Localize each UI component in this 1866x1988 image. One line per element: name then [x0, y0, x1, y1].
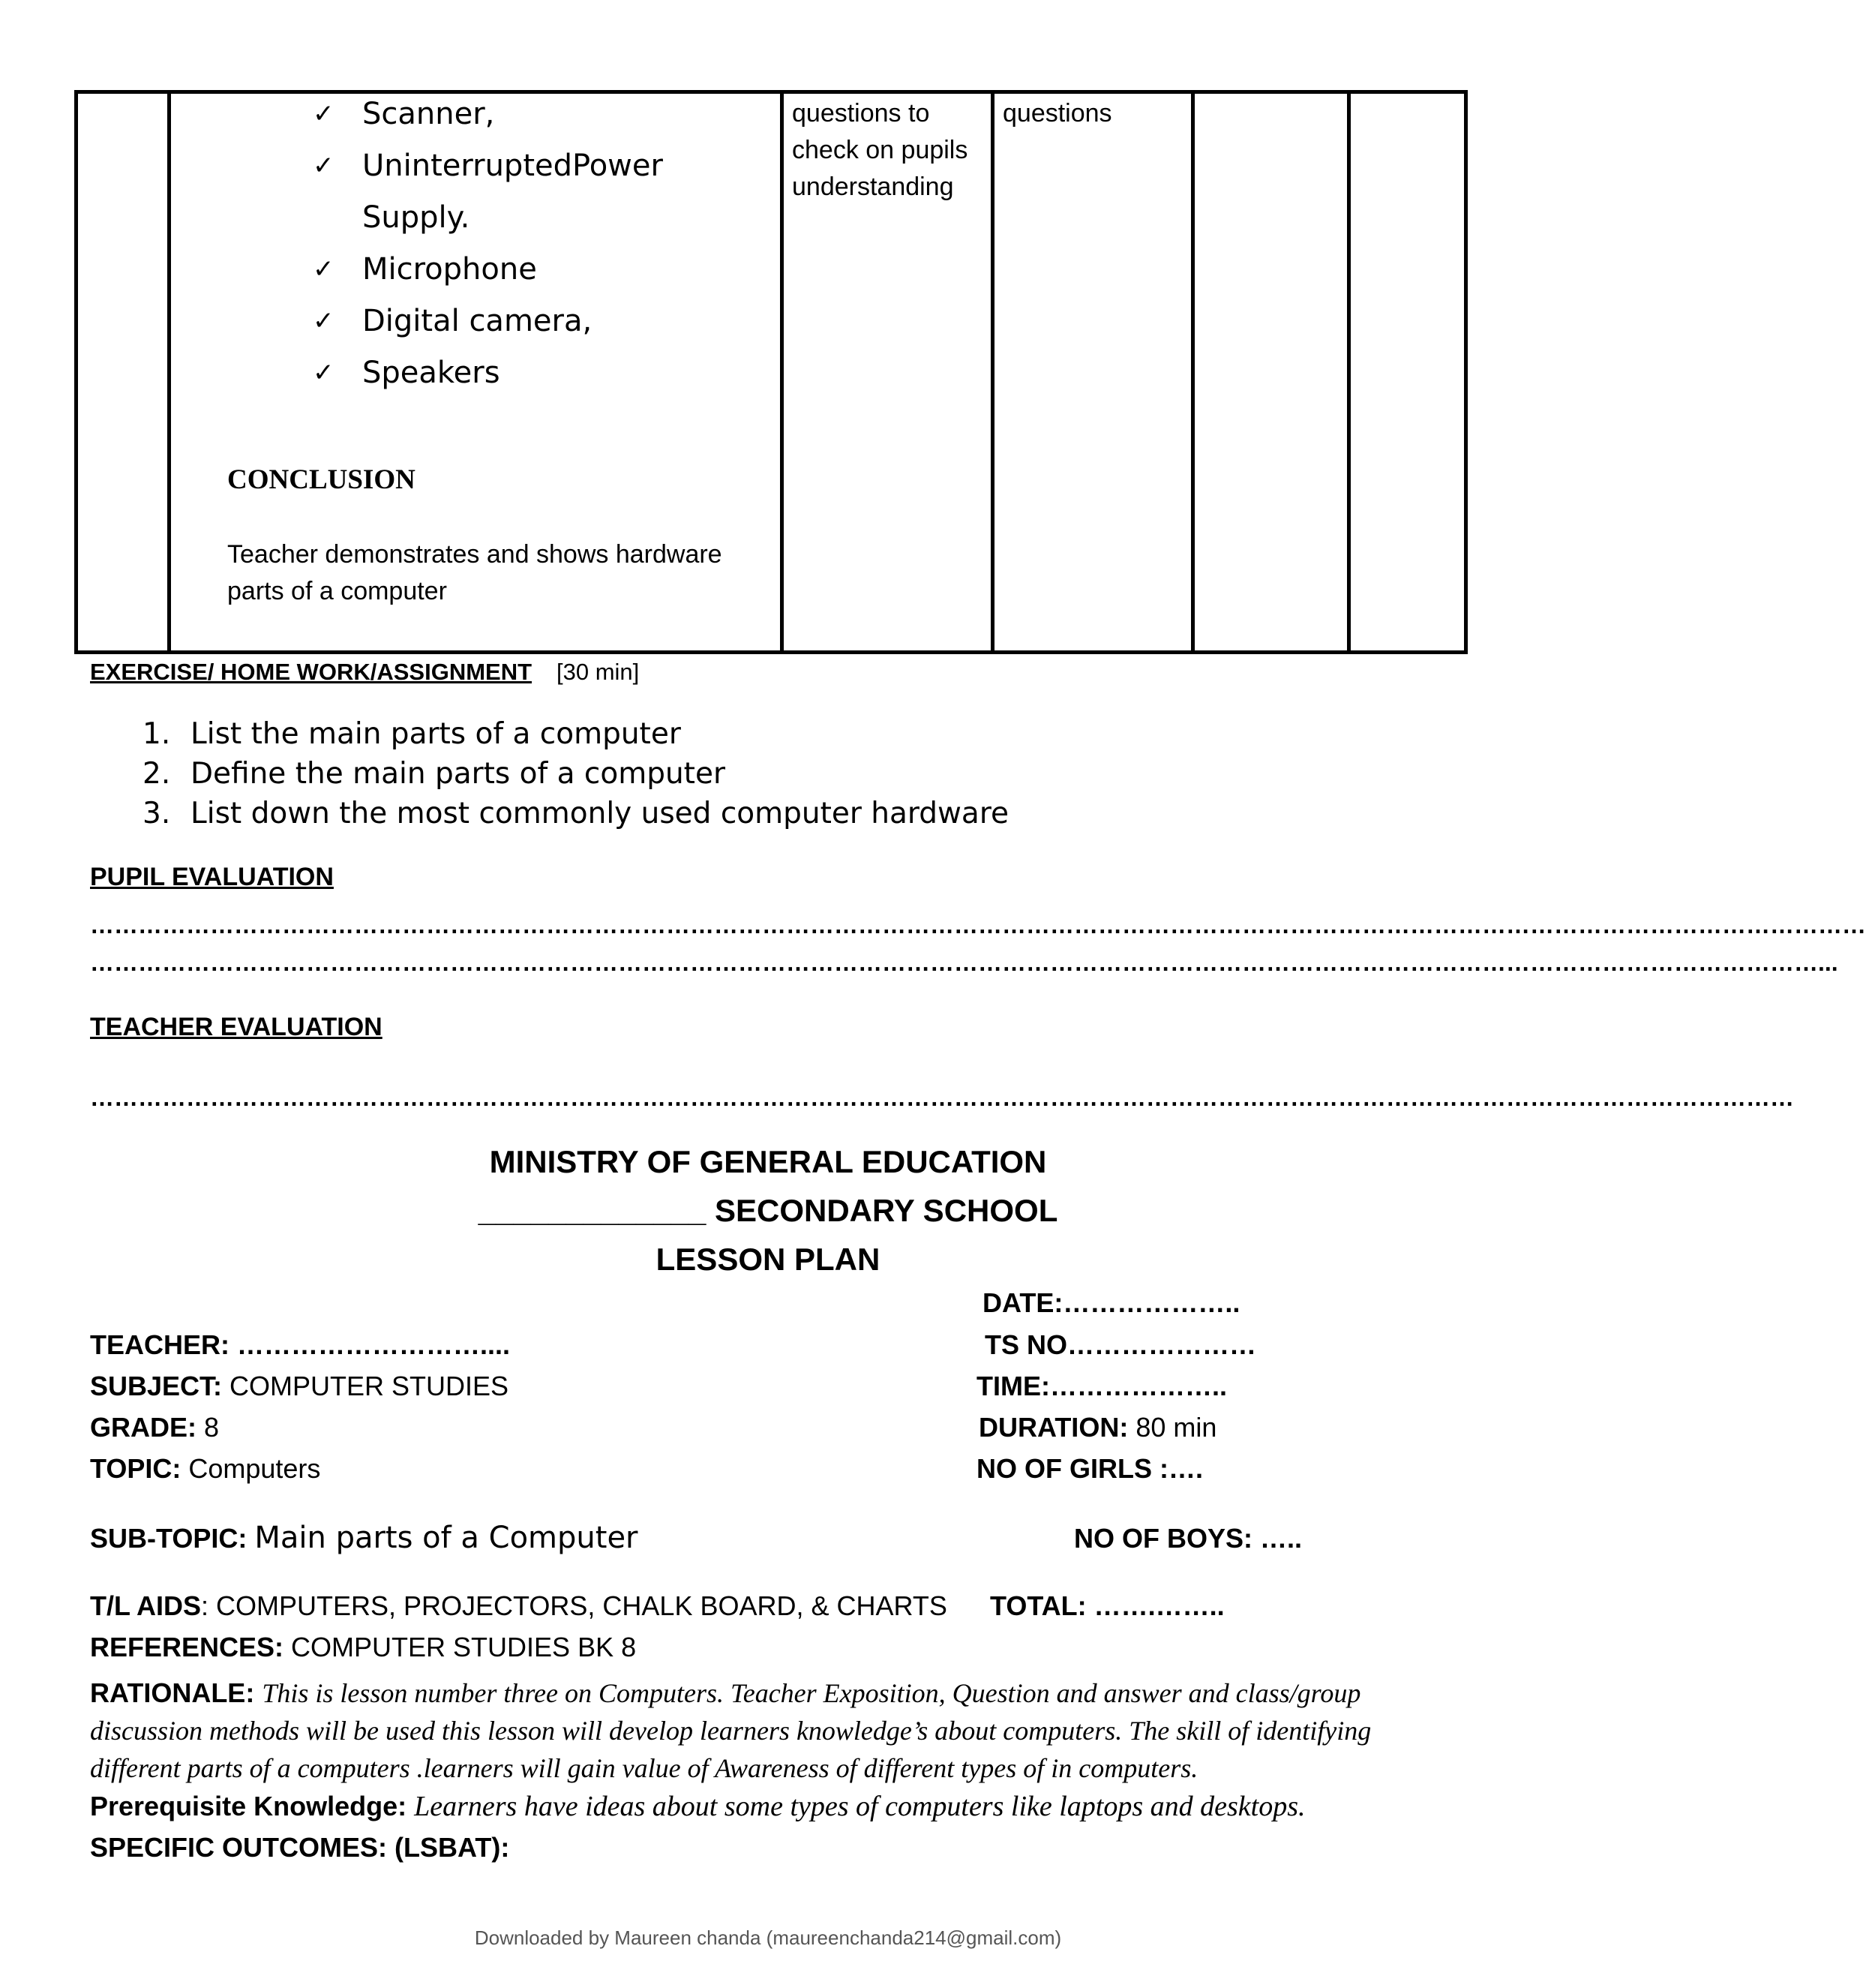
- duration-field: DURATION: 80 min: [979, 1412, 1217, 1443]
- specific-outcomes-field: SPECIFIC OUTCOMES: (LSBAT):: [90, 1832, 510, 1863]
- pupil-evaluation-line: ………………………………………………………………………………………………………………………………………………………………………………………………...: [90, 949, 1838, 976]
- table-column-divider: [1191, 94, 1195, 650]
- pupil-evaluation-line: ……………………………………………………………………………………………………………………………………………………………………………………………………: [90, 911, 1866, 938]
- table-column-divider: [991, 94, 994, 650]
- exercise-time: [30 min]: [556, 659, 640, 685]
- subtopic-field: SUB-TOPIC: Main parts of a Computer: [90, 1521, 638, 1555]
- teacher-evaluation-title: TEACHER EVALUATION: [90, 1013, 382, 1041]
- teacher-field: TEACHER: ………………………....: [90, 1329, 511, 1360]
- exercise-title: EXERCISE/ HOME WORK/ASSIGNMENT: [90, 659, 532, 685]
- hardware-checklist: [313, 89, 770, 399]
- pupil-activity-cell: questions: [1003, 99, 1112, 128]
- list-item-continued: Supply.: [362, 200, 470, 235]
- list-item: ✓ Scanner,: [313, 89, 770, 140]
- list-item: ✓ Speakers: [313, 347, 770, 399]
- list-item: 1. List the main parts of a computer: [142, 717, 681, 751]
- grade-field: GRADE: 8: [90, 1412, 220, 1443]
- time-field: TIME:………………..: [976, 1371, 1227, 1401]
- references-field: REFERENCES: COMPUTER STUDIES BK 8: [90, 1632, 637, 1662]
- topic-field: TOPIC: Computers: [90, 1453, 321, 1484]
- teacher-evaluation-line: ……………………………………………………………………………………………………………………………………………………………………………………………: [90, 1084, 1794, 1111]
- teacher-activity-cell: questions to check on pupils understanding: [792, 99, 968, 201]
- lesson-plan-title: LESSON PLAN: [656, 1242, 880, 1277]
- exercise-list: [142, 714, 1009, 833]
- tl-aids-field: T/L AIDS: COMPUTERS, PROJECTORS, CHALK BOARD, & CHARTS: [90, 1590, 947, 1621]
- ts-no-field: TS NO…………………: [985, 1329, 1257, 1360]
- list-item: 2. Define the main parts of a computer: [142, 757, 726, 791]
- check-icon: ✓: [313, 99, 334, 129]
- date-field: DATE:………………..: [982, 1287, 1240, 1318]
- pupil-evaluation-title: PUPIL EVALUATION: [90, 863, 334, 891]
- conclusion-text: Teacher demonstrates and shows hardware parts of a computer: [227, 540, 722, 605]
- table-column-divider: [1347, 94, 1351, 650]
- list-item: 3. List down the most commonly used computer hardware: [142, 797, 1009, 830]
- subject-field: SUBJECT: COMPUTER STUDIES: [90, 1371, 509, 1401]
- check-icon: ✓: [313, 306, 334, 336]
- download-footer: Downloaded by Maureen chanda (maureenchanda214@gmail.com): [474, 1926, 1062, 1949]
- check-icon: ✓: [313, 358, 334, 388]
- girls-field: NO OF GIRLS :….: [976, 1453, 1203, 1484]
- school-title: _____________ SECONDARY SCHOOL: [478, 1193, 1058, 1228]
- boys-field: NO OF BOYS: …..: [1074, 1523, 1303, 1554]
- list-item: ✓ Digital camera,: [313, 296, 770, 347]
- list-item: ✓ Microphone: [313, 244, 770, 296]
- rationale-field: RATIONALE: This is lesson number three on Computers. Teacher Exposition, Question and answer and class/group discussion methods will be used this lesson will develop learners knowledge’s about computers. The skill of identifying different parts of a computers .learners will gain value of Awareness of different types of in computers.: [90, 1677, 1372, 1783]
- conclusion-heading: CONCLUSION: [227, 464, 416, 495]
- total-field: TOTAL: …….……..: [990, 1590, 1225, 1621]
- ministry-title: MINISTRY OF GENERAL EDUCATION: [489, 1144, 1047, 1179]
- prerequisite-field: Prerequisite Knowledge: Learners have ideas about some types of computers like laptops and desktops.: [90, 1791, 1306, 1822]
- check-icon: ✓: [313, 151, 334, 181]
- check-icon: ✓: [313, 254, 334, 284]
- table-column-divider: [167, 94, 171, 650]
- list-item: ✓ UninterruptedPower: [313, 140, 770, 192]
